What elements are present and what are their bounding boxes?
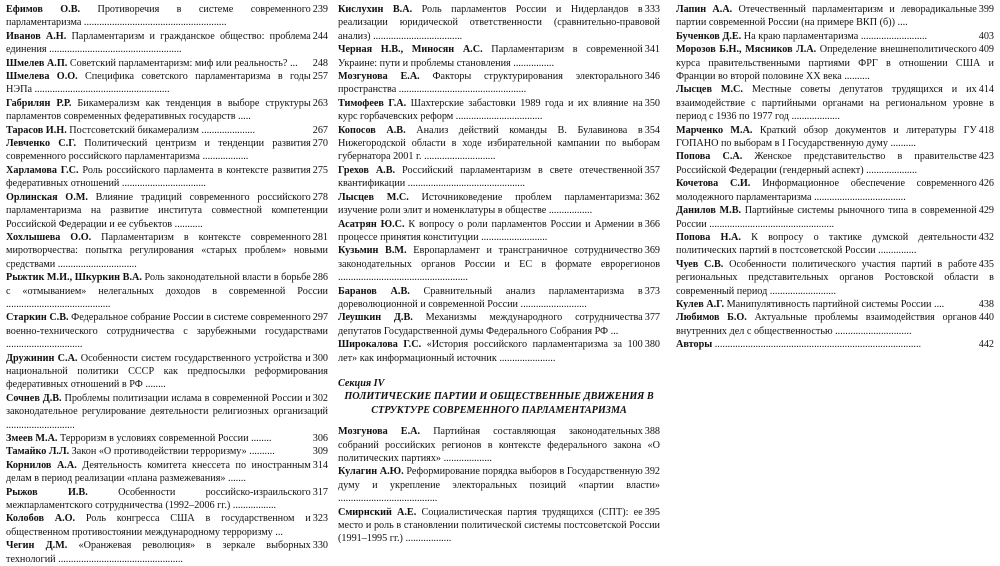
toc-title: Парламентаризм в современной Украине: пути и проблемы становления ................ — [338, 44, 643, 69]
toc-title: Федеральное собрание России в системе современного военно-технического сотрудничества с зарубежными государствами .............................. — [6, 312, 328, 351]
toc-page-number: 403 — [978, 30, 994, 42]
toc-page-number: 426 — [978, 178, 994, 190]
toc-page-number: 300 — [312, 352, 328, 364]
toc-title: К вопросу о тактике думской деятельности политических партий в постсоветской России ............... — [676, 231, 977, 257]
toc-author: Леушкин Д.В. — [338, 312, 413, 324]
toc-page-number: 409 — [978, 44, 994, 56]
toc-author: Рыжтик М.И., Шкуркин В.А. — [6, 272, 142, 284]
toc-title: Советский парламентаризм: миф или реальность? ... — [69, 57, 298, 69]
toc-page-number: 399 — [978, 4, 994, 15]
toc-title: Проблемы политизации ислама в современной России и законодательное регулирование деятельности религиозных организаций ........................... — [6, 392, 328, 431]
toc-page-number: 275 — [312, 164, 328, 176]
toc-entry[interactable] — [6, 539, 328, 566]
toc-author: Чуев С.В. — [676, 258, 724, 270]
toc-title: Особенности систем государственного устройства и национальной политики СССР как предпосылки реформирования федеративных отношений в РФ ........ — [6, 352, 328, 391]
toc-author: Колобов А.О. — [6, 513, 76, 525]
toc-entry[interactable] — [6, 57, 328, 70]
toc-entry[interactable] — [6, 271, 328, 311]
toc-title: Парламентаризм и гражданское общество: проблема единения .................................................... — [6, 30, 311, 56]
toc-author: Тарасов И.Н. — [6, 124, 67, 136]
toc-entry[interactable] — [338, 285, 660, 312]
toc-page-number: 442 — [978, 339, 994, 351]
toc-author: Смирнский А.Е. — [338, 506, 417, 518]
toc-title: Факторы структурирования электорального пространства .................................................. — [338, 71, 643, 96]
toc-title: Особенности российско-израильского межпарламентского сотрудничества (1992–2006 гг.) ................. — [6, 486, 311, 512]
toc-author: Иванов А.Н. — [6, 30, 67, 42]
toc-page-number: 314 — [312, 459, 328, 471]
toc-entry[interactable] — [6, 124, 328, 137]
toc-author: Морозов Б.Н., Мясников Л.А. — [676, 44, 817, 56]
toc-author: Орлинская О.М. — [6, 191, 88, 203]
toc-title: «Оранжевая революция» в зеркале выборных технологий ................................................. — [6, 540, 311, 565]
toc-title: Влияние традиций современного российского парламентаризма на развитие института совместной компетенции Российской Федерации и ее субъектов ........... — [6, 191, 328, 230]
toc-author: Старкин С.В. — [6, 312, 69, 324]
toc-title: Противоречия в системе современного парламентаризма ........................................................ — [6, 4, 311, 29]
toc-author: Харламова Г.С. — [6, 164, 79, 176]
toc-page-number: 341 — [644, 44, 660, 56]
toc-page-number: 438 — [978, 298, 994, 310]
toc-entry[interactable] — [676, 150, 994, 177]
toc-page-number: 418 — [978, 124, 994, 136]
toc-page-number: 302 — [312, 392, 328, 404]
toc-entry[interactable] — [338, 97, 660, 124]
toc-title: «История российского парламентаризма за 100 лет» как информационный источник ...................... — [338, 339, 643, 364]
toc-page-number: 423 — [978, 151, 994, 163]
toc-entry[interactable] — [6, 137, 328, 164]
toc-title: Определение внешнеполитического курса правительственными партиями ФРГ в отношении США и Франции во второй половине XX века .......... — [676, 44, 994, 83]
toc-author: Попова Н.А. — [676, 231, 741, 243]
toc-title: Социалистическая партия трудящихся (СПТ): ее место и роль в становлении политической системы постсоветской России (1991–1995 гг.) .................. — [338, 506, 660, 545]
toc-page-number: 350 — [644, 97, 660, 109]
toc-column-1 — [6, 3, 328, 566]
toc-title: Механизмы международного сотрудничества депутатов Государственной думы Федерального Собрания РФ ... — [338, 312, 643, 337]
section-heading: ПОЛИТИЧЕСКИЕ ПАРТИИ И ОБЩЕСТВЕННЫЕ ДВИЖЕНИЯ В СТРУКТУРЕ СОВРЕМЕННОГО ПАРЛАМЕНТАРИЗМА — [344, 391, 654, 416]
toc-page-number: 346 — [644, 71, 660, 83]
toc-entry[interactable] — [6, 191, 328, 231]
toc-author: Данилов М.В. — [676, 205, 742, 217]
toc-entry[interactable] — [676, 43, 994, 83]
toc-entry[interactable] — [6, 30, 328, 57]
toc-page-number: 257 — [312, 71, 328, 83]
toc-author: Змеев М.А. — [6, 433, 58, 444]
toc-author: Кулев А.Г. — [676, 298, 725, 310]
toc-title: К вопросу о роли парламентов России и Армении в процессе принятия конституции .......................... — [338, 218, 643, 243]
toc-entry[interactable] — [6, 512, 328, 539]
toc-page-number: 388 — [644, 426, 660, 438]
toc-entry[interactable] — [338, 70, 660, 97]
toc-author: Ефимов О.В. — [6, 4, 81, 15]
toc-entry[interactable] — [338, 465, 660, 505]
toc-title: Специфика советского парламентаризма в годы НЭПа ..................................................... — [6, 71, 311, 96]
toc-entry[interactable] — [6, 70, 328, 97]
toc-title: Анализ действий команды В. Булавинова в Нижегородской области в ходе избирательной кампании по выборам губернатора 2001 г. ............................ — [338, 124, 660, 163]
toc-author: Любимов Б.О. — [676, 312, 747, 324]
toc-entry[interactable] — [6, 352, 328, 392]
toc-title: Парламентаризм в контексте современного миротворчества: попытка регулирования «старых проблем» новыми средствами ............................... — [6, 231, 328, 270]
toc-title: Европарламент и трансграничное сотрудничество законодательных органов России и ЕС в формате еврорегионов ................................................... — [338, 245, 660, 284]
toc-entry[interactable] — [676, 258, 994, 298]
toc-title: Роль российского парламента в контексте развития федеративных отношений ................................. — [6, 164, 311, 190]
toc-entry[interactable] — [676, 3, 994, 30]
toc-page-number: 244 — [312, 30, 328, 42]
toc-page-number: 357 — [644, 164, 660, 176]
toc-author: Грехов А.В. — [338, 164, 396, 176]
toc-entry[interactable] — [6, 3, 328, 30]
toc-entry[interactable] — [338, 338, 660, 365]
toc-author: Сочнев Д.В. — [6, 392, 62, 404]
toc-title: ................................................................................. — [714, 339, 922, 351]
toc-entry[interactable] — [338, 218, 660, 245]
toc-title: Манипулятивность партийной системы России .... — [726, 298, 945, 310]
toc-title: Краткий обзор документов и литературы ГУ ГОПАНО по выборам в I Государственную думу .......... — [676, 124, 977, 150]
toc-entry[interactable] — [338, 425, 660, 465]
toc-title: Партийные системы рыночного типа в современной России ................................................. — [676, 205, 977, 230]
toc-entry[interactable] — [676, 124, 994, 151]
toc-page-number: 362 — [644, 191, 660, 203]
toc-author: Кочетова С.И. — [676, 178, 751, 190]
toc-author: Марченко М.А. — [676, 124, 753, 136]
toc-author: Рыжов И.В. — [6, 486, 88, 498]
toc-author: Попова С.А. — [676, 151, 743, 163]
toc-title: Политический центризм и тенденции развития современного российского парламентаризма .................. — [6, 138, 311, 163]
toc-title: Роль конгресса США в государственном и общественном противостоянии международному терроризму ... — [6, 513, 311, 538]
toc-title: На краю парламентаризма .......................... — [743, 30, 928, 42]
toc-page-number: 432 — [978, 231, 994, 243]
toc-entry[interactable] — [676, 177, 994, 204]
toc-page-number: 377 — [644, 312, 660, 324]
toc-author: Копосов А.В. — [338, 124, 406, 136]
toc-entry[interactable] — [338, 506, 660, 546]
toc-author: Мозгунова Е.А. — [338, 71, 420, 83]
toc-entry[interactable] — [6, 97, 328, 124]
toc-author: Кислухин В.А. — [338, 4, 413, 15]
toc-page-number: 333 — [644, 4, 660, 15]
toc-author: Шмелев А.П. — [6, 57, 68, 69]
toc-author: Авторы — [676, 339, 713, 351]
toc-page-number: 435 — [978, 258, 994, 270]
toc-title: Постсоветский бикамерализм ..................... — [69, 124, 256, 136]
toc-entry[interactable] — [676, 83, 994, 123]
toc-title: Сравнительный анализ парламентаризма в дореволюционной и современной России .......................... — [338, 285, 643, 310]
toc-entry[interactable] — [338, 311, 660, 338]
toc-author: Корнилов А.А. — [6, 459, 77, 471]
toc-entry[interactable] — [6, 231, 328, 271]
toc-title: Шахтерские забастовки 1989 года и их влияние на курс горбачевских реформ .................................. — [338, 97, 643, 123]
toc-entry[interactable] — [6, 164, 328, 191]
toc-page-number: 395 — [644, 506, 660, 518]
toc-author: Тамайко Л.Л. — [6, 446, 70, 458]
section-header — [338, 377, 660, 417]
toc-entry[interactable] — [6, 459, 328, 486]
toc-entry[interactable] — [6, 311, 328, 351]
section-label: Секция IV — [338, 377, 385, 389]
toc-entry[interactable] — [338, 244, 660, 284]
toc-title: Особенности политического участия партий в работе региональных представительных органов Ростовской области в современный период .......................... — [676, 258, 994, 297]
toc-page-number: 380 — [644, 339, 660, 351]
toc-page-number: 267 — [312, 124, 328, 136]
toc-title: Партийная составляющая законодательных собраний российских регионов в контексте федерального закона «О политических партиях» ................... — [338, 426, 660, 464]
toc-page-number: 429 — [978, 205, 994, 217]
toc-title: Реформирование порядка выборов в Государственную думу и укрепление электоральных позиций «партии власти» ....................................... — [338, 466, 660, 505]
toc-author: Левченко С.Г. — [6, 138, 77, 150]
toc-entry[interactable] — [6, 445, 328, 458]
toc-author: Тимофеев Г.А. — [338, 97, 407, 109]
toc-entry[interactable] — [676, 231, 994, 258]
toc-page-number: 309 — [312, 446, 328, 458]
toc-page-number: 317 — [312, 486, 328, 498]
toc-title: Закон «О противодействии терроризму» .......... — [71, 446, 275, 458]
toc-page-number: 354 — [644, 124, 660, 136]
toc-page-number: 330 — [312, 540, 328, 552]
toc-author: Мозгунова Е.А. — [338, 426, 421, 438]
toc-title: Источниковедение проблем парламентаризма: изучение роли элит и номенклатуры в обществе ................. — [338, 191, 643, 217]
toc-author: Бученков Д.Е. — [676, 30, 742, 42]
toc-column-3 — [676, 3, 994, 352]
toc-author: Чегин Д.М. — [6, 540, 68, 552]
toc-author: Габрилян Р.Р. — [6, 97, 72, 109]
toc-page-number: 373 — [644, 285, 660, 297]
toc-author: Лапин А.А. — [676, 4, 733, 15]
toc-page-number: 366 — [644, 218, 660, 230]
toc-entry[interactable] — [338, 164, 660, 191]
toc-entry[interactable] — [6, 486, 328, 513]
toc-title: Деятельность комитета кнессета по иностранным делам в период реализации «плана размежевания» ....... — [6, 459, 311, 485]
toc-title: Терроризм в условиях современной России ........ — [60, 433, 272, 444]
toc-author: Черная Н.В., Миносян А.С. — [338, 44, 483, 56]
toc-page-number: 369 — [644, 245, 660, 257]
toc-entry[interactable] — [338, 124, 660, 164]
toc-title: Роль законодательной власти в борьбе с «отмыванием» нелегальных доходов в современной России ......................................... — [6, 272, 328, 310]
toc-page-number: 278 — [312, 191, 328, 203]
toc-page-number: 239 — [312, 4, 328, 15]
toc-title: Отечественный парламентаризм и леворадикальные партии современной России (на примере ВКП (б)) .... — [676, 4, 977, 29]
toc-title: Роль парламентов России и Нидерландов в реализации юридической ответственности (сравнительно-правовой анализ) ................................... — [338, 4, 660, 42]
toc-author: Баранов А.В. — [338, 285, 410, 297]
toc-entry[interactable] — [338, 191, 660, 218]
toc-author: Широкалова Г.С. — [338, 339, 422, 351]
toc-entry[interactable] — [6, 432, 328, 445]
toc-author: Дружинин С.А. — [6, 352, 78, 364]
toc-page-number: 281 — [312, 231, 328, 243]
toc-entry[interactable] — [676, 30, 994, 43]
toc-entry[interactable] — [676, 298, 994, 311]
toc-author: Лысцев М.С. — [338, 191, 409, 203]
toc-column-2 — [338, 3, 660, 546]
toc-page-number: 306 — [312, 433, 328, 444]
toc-title: Российский парламентаризм в свете отечественной квантификации .............................................. — [338, 164, 643, 190]
toc-title: Местные советы депутатов трудящихся и их взаимодействие с партийными органами на региональном уровне в период с 1936 по 1977 год ................... — [676, 84, 994, 123]
toc-page-number: 414 — [978, 84, 994, 96]
toc-author: Шмелева О.О. — [6, 71, 78, 83]
toc-page-number: 263 — [312, 97, 328, 109]
toc-entry[interactable] — [338, 43, 660, 70]
toc-author: Хохлышева О.О. — [6, 231, 92, 243]
toc-title: Женское представительство в правительстве Российской Федерации (гендерный аспект) .................... — [676, 151, 977, 176]
toc-entry[interactable] — [6, 392, 328, 432]
toc-page-number: 392 — [644, 466, 660, 478]
toc-entry[interactable] — [676, 338, 994, 351]
toc-page-number: 440 — [978, 312, 994, 324]
toc-author: Кузьмин В.М. — [338, 245, 407, 257]
toc-title: Актуальные проблемы взаимодействия органов внутренних дел с общественностью .............................. — [676, 312, 977, 337]
toc-page-number: 270 — [312, 138, 328, 150]
toc-author: Лысцев М.С. — [676, 84, 743, 96]
toc-page-number: 248 — [312, 57, 328, 69]
toc-page-number: 323 — [312, 513, 328, 525]
toc-page-number: 286 — [312, 272, 328, 284]
toc-title: Информационное обеспечение современного молодежного парламентаризма .................................... — [676, 178, 977, 203]
toc-entry[interactable] — [676, 204, 994, 231]
toc-author: Кулагин А.Ю. — [338, 466, 404, 478]
toc-entry[interactable] — [338, 3, 660, 43]
toc-author: Асатрян Ю.С. — [338, 218, 405, 230]
toc-page-number: 297 — [312, 312, 328, 324]
toc-entry[interactable] — [676, 311, 994, 338]
toc-title: Бикамерализм как тенденция в выборе структуры парламентов современных федеративных государств ..... — [6, 97, 311, 123]
